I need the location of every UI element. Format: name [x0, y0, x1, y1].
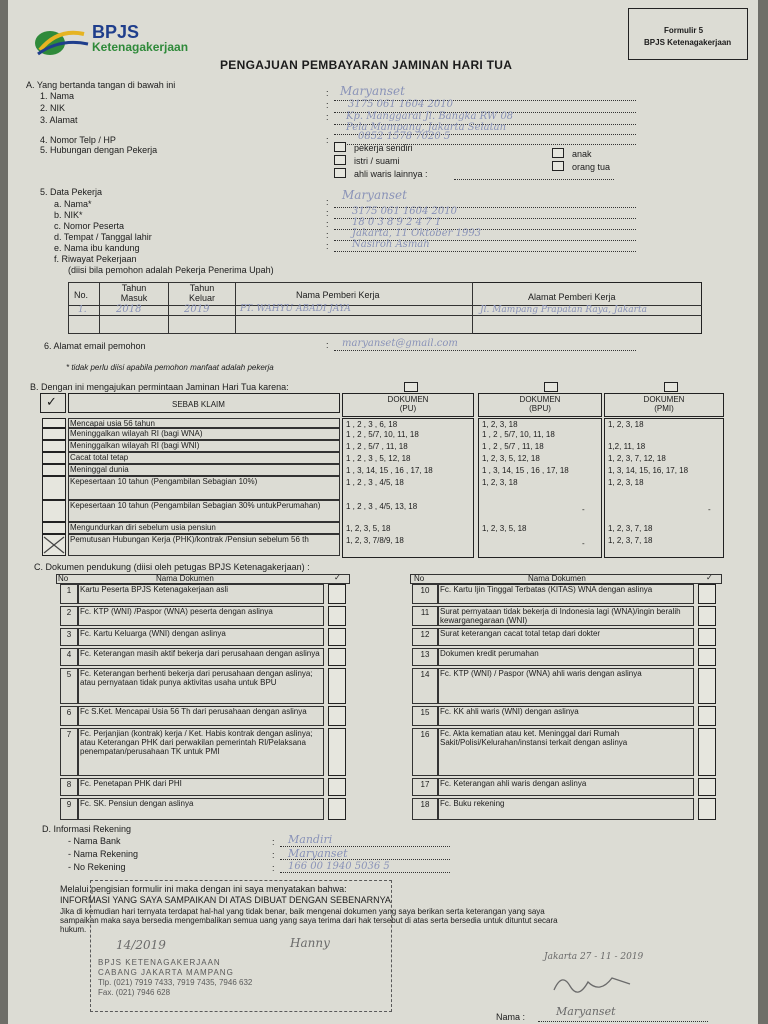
declaration-line-3: Jika di kemudian hari ternyata terdapat hal-hal yang tidak benar, baik mengenai dokumen yang saya berikan serta keterangan yang saya [60, 907, 545, 916]
doc-bpu-value: 1, 2, 3, 18 [482, 420, 518, 429]
data-pekerja-label: 5. Data Pekerja [40, 187, 103, 197]
doc-name: Fc. KTP (WNI) /Paspor (WNA) peserta dengan aslinya [80, 607, 273, 616]
colon: : [326, 230, 329, 240]
riwayat-row-no[interactable]: 1. [78, 305, 87, 315]
doc-pu-value: 1 , 2 , 5/7 , 11, 18 [346, 442, 408, 451]
no-rekening-label: - No Rekening [68, 862, 126, 872]
doc-pmi-value: 1, 2, 3, 18 [608, 478, 644, 487]
colon: : [326, 340, 329, 350]
sebab-klaim-text: Meninggal dunia [70, 465, 129, 474]
doc-name: Fc. KTP (WNI) / Paspor (WNA) ahli waris dengan aslinya [440, 669, 642, 678]
doc-bpu-value: 1, 2, 3, 5, 12, 18 [482, 454, 540, 463]
email-label: 6. Alamat email pemohon [44, 341, 146, 351]
doc-name: Surat keterangan cacat total tetap dari dokter [440, 629, 601, 638]
form-title: PENGAJUAN PEMBAYARAN JAMINAN HARI TUA [220, 58, 513, 72]
ibu-value[interactable]: Nasiroh Asmah [352, 239, 430, 250]
sebab-klaim-checkbox[interactable] [42, 500, 66, 522]
doc-name: Fc. Kartu Ijin Tinggal Terbatas (KITAS) WNA dengan aslinya [440, 585, 653, 594]
sebab-klaim-text: Mengundurkan diri sebelum usia pensiun [70, 523, 216, 532]
sebab-klaim-text: Meninggalkan wilayah RI (bagi WNA) [70, 429, 203, 438]
hubungan-label: 5. Hubungan dengan Pekerja [40, 145, 158, 155]
anak-checkbox[interactable] [552, 148, 564, 158]
sebab-klaim-checkbox[interactable] [42, 418, 66, 428]
doc-name: Fc. SK. Pensiun dengan aslinya [80, 799, 194, 808]
doc-pmi-value: 1, 2, 3, 7, 18 [608, 536, 653, 545]
pmi-checkbox[interactable] [664, 382, 678, 392]
doc-name: Fc. Perjanjian (kontrak) kerja / Ket. Habis kontrak dengan aslinya; atau Keterangan PHK dari perwakilan pemerintah RI/Pelaksana penempatan/perusahaan TK untuk PMI [80, 729, 313, 756]
doc-name: Kartu Peserta BPJS Ketenagakerjaan asli [80, 585, 229, 594]
doc-check-box[interactable] [328, 728, 346, 776]
stamp-date: 14/2019 [116, 938, 166, 952]
nik-value[interactable]: 3175 061 1604 2010 [348, 99, 453, 110]
declaration-line-2: INFORMASI YANG SAYA SAMPAIKAN DI ATAS DIBUAT DENGAN SEBENARNYA [60, 895, 391, 905]
bank-value[interactable]: Mandiri [288, 833, 333, 846]
doc-pmi-value: 1, 3, 14, 15, 16, 17, 18 [608, 466, 689, 475]
email-line [334, 350, 636, 351]
nik2-label: b. NIK* [54, 210, 83, 220]
doc-check-box[interactable] [698, 668, 716, 704]
doc-bpu-value: 1, 2, 3, 18 [482, 478, 518, 487]
doc-number: 9 [66, 800, 72, 809]
bank-label-text: Nama Bank [73, 836, 121, 846]
pmi-header-text: DOKUMEN (PMI) [643, 395, 685, 413]
riwayat-alamat-header: Alamat Pemberi Kerja [528, 292, 616, 302]
rekening-value[interactable]: Maryanset [288, 847, 348, 860]
doc-check-box[interactable] [328, 668, 346, 704]
peserta-value[interactable]: 18 0 3 8 9 2 4 7 1 [352, 217, 442, 228]
signature-icon [548, 968, 638, 998]
doc-check-box[interactable] [698, 606, 716, 626]
section-c-heading: C. Dokumen pendukung (diisi oleh petugas BPJS Ketenagakerjaan) : [34, 562, 310, 572]
doc-pmi-value: 1, 2, 3, 7, 12, 18 [608, 454, 666, 463]
doc-number: 4 [66, 650, 72, 659]
nama-signer-value[interactable]: Maryanset [556, 1005, 616, 1018]
doc-check-box[interactable] [698, 628, 716, 646]
sebab-klaim-checkbox[interactable] [42, 428, 66, 440]
bank-label: - Nama Bank [68, 836, 121, 846]
doc-right-no-header: No [414, 574, 425, 583]
nama-value[interactable]: Maryanset [340, 84, 405, 98]
ttl-label: d. Tempat / Tanggal lahir [54, 232, 152, 242]
istri-label: istri / suami [354, 156, 400, 166]
doc-number: 18 [420, 800, 430, 809]
nama-signer-label: Nama : [496, 1012, 526, 1022]
anak-label: anak [572, 149, 592, 159]
sebab-klaim-text: Cacat total tetap [70, 453, 129, 462]
nama-label: 1. Nama [40, 91, 75, 101]
doc-number: 10 [420, 586, 430, 595]
doc-check-box[interactable] [328, 606, 346, 626]
doc-number: 6 [66, 708, 72, 717]
doc-pu-value: 1 , 3, 14, 15 , 16 , 17, 18 [346, 466, 433, 475]
doc-check-box[interactable] [328, 648, 346, 666]
doc-bpu-value: 1 , 3, 14, 15 , 16 , 17, 18 [482, 466, 569, 475]
sebab-klaim-text: Kepesertaan 10 tahun (Pengambilan Sebagian 10%) [70, 477, 258, 486]
colon: : [326, 208, 329, 218]
doc-check-box[interactable] [698, 778, 716, 796]
doc-pmi-value: - [708, 505, 711, 514]
sebab-klaim-title: SEBAB KLAIM [172, 400, 225, 409]
doc-number: 14 [420, 670, 430, 679]
doc-name: Fc S.Ket. Mencapai Usia 56 Th dari perusahaan dengan aslinya [80, 707, 307, 716]
doc-check-box[interactable] [328, 628, 346, 646]
colon: : [326, 241, 329, 251]
doc-number: 12 [420, 630, 430, 639]
doc-pu-value: 1 , 2 , 3 , 4/5, 18 [346, 478, 404, 487]
section-d-heading: D. Informasi Rekening [42, 824, 132, 834]
colon: : [326, 112, 329, 122]
ahli-waris-checkbox[interactable] [334, 168, 346, 178]
bpu-column [478, 418, 602, 558]
place-date[interactable]: Jakarta 27 - 11 - 2019 [544, 952, 644, 962]
riwayat-masuk-text: Tahun Masuk [120, 283, 148, 303]
doc-check-box[interactable] [698, 584, 716, 604]
nik2-value[interactable]: 3175 061 1604 2010 [352, 206, 457, 217]
doc-check-box[interactable] [328, 778, 346, 796]
doc-pu-value: 1 , 2 , 3 , 6, 18 [346, 420, 398, 429]
nama2-value[interactable]: Maryanset [342, 188, 407, 202]
ibu-line [334, 251, 636, 252]
pekerja-sendiri-label: pekerja sendiri [354, 143, 413, 153]
ahli-waris-line [454, 179, 614, 180]
doc-pu-value: 1, 2, 3, 5, 18 [346, 524, 391, 533]
sebab-klaim-text: Meninggalkan wilayah RI (bagi WNI) [70, 441, 200, 450]
sebab-klaim-text: Kepesertaan 10 tahun (Pengambilan Sebagian 30% untukPerumahan) [70, 501, 321, 510]
doc-pu-value: 1 , 2 , 5/7, 10, 11, 18 [346, 430, 419, 439]
alamat-value[interactable]: Kp. Manggarai Jl. Bangka RW 08 [346, 111, 514, 122]
doc-name: Fc. KK ahli waris (WNI) dengan aslinya [440, 707, 579, 716]
riwayat-label: f. Riwayat Pekerjaan [54, 254, 137, 264]
riwayat-row-keluar[interactable]: 2019 [184, 304, 210, 315]
doc-number: 13 [420, 650, 430, 659]
peserta-label: c. Nomor Peserta [54, 221, 125, 231]
rekening-label: - Nama Rekening [68, 849, 139, 859]
doc-check-box[interactable] [328, 798, 346, 820]
no-rekening-value[interactable]: 166 00 1940 5036 5 [288, 861, 390, 872]
doc-number: 8 [66, 780, 72, 789]
doc-bpu-value: 1 , 2 , 5/7 , 11, 18 [482, 442, 544, 451]
doc-name: Fc. Keterangan masih aktif bekerja dari perusahaan dengan aslinya [80, 649, 320, 658]
riwayat-no-header: No. [74, 290, 89, 300]
telp-value[interactable]: 0852 1578 7020 5 [358, 131, 451, 142]
ttl-value[interactable]: Jakarta, 11 Oktober 1993 [352, 228, 482, 239]
orang-tua-label: orang tua [572, 162, 611, 172]
doc-left-check-header: ✓ [334, 573, 341, 582]
doc-pmi-value: 1, 2, 3, 18 [608, 420, 644, 429]
doc-name: Fc. Kartu Keluarga (WNI) dengan aslinya [80, 629, 226, 638]
colon: : [272, 837, 275, 847]
email-value[interactable]: maryanset@gmail.com [342, 338, 458, 349]
doc-bpu-value: 1, 2, 3, 5, 18 [482, 524, 527, 533]
pekerja-note: * tidak perlu diisi apabila pemohon manfaat adalah pekerja [66, 363, 274, 372]
riwayat-keluar-header [176, 283, 228, 303]
stamp-name: BPJS KETENAGAKERJAAN [98, 958, 221, 967]
brand-sub: Ketenagakerjaan [92, 40, 189, 54]
stamp-branch: CABANG JAKARTA MAMPANG [98, 968, 234, 977]
doc-left-name-header: Nama Dokumen [156, 574, 214, 583]
doc-number: 16 [420, 730, 430, 739]
section-a-heading: A. Yang bertanda tangan di bawah ini [26, 80, 176, 90]
check-icon: ✓ [46, 394, 57, 409]
pekerja-sendiri-checkbox[interactable] [334, 142, 346, 152]
doc-name: Surat pernyataan tidak bekerja di Indonesia lagi (WNA)/ingin beralih kewarganegaraan (WNI) [440, 607, 681, 625]
doc-number: 15 [420, 708, 430, 717]
doc-number: 5 [66, 670, 72, 679]
formulir-sub: BPJS Ketenagakerjaan [644, 38, 732, 47]
colon: : [326, 100, 329, 110]
sebab-klaim-checkbox[interactable] [42, 464, 66, 476]
bpu-header-text: DOKUMEN (BPU) [519, 395, 561, 413]
form-sheet [8, 0, 758, 1024]
doc-name: Fc. Akta kematian atau ket. Meninggal dari Rumah Sakit/Polisi/Kelurahan/instansi terkait dengan aslinya [440, 729, 628, 747]
doc-name: Dokumen kredit perumahan [440, 649, 539, 658]
doc-right-check-header: ✓ [706, 573, 713, 582]
sebab-klaim-text: Mencapai usia 56 tahun [70, 419, 155, 428]
doc-number: 2 [66, 608, 72, 617]
doc-number: 1 [66, 586, 72, 595]
doc-pu-value: 1 , 2 , 3 , 5, 12, 18 [346, 454, 411, 463]
checked-x-icon [42, 535, 66, 555]
doc-number: 7 [66, 730, 72, 739]
bpjs-logo [32, 24, 92, 58]
colon: : [272, 863, 275, 873]
riwayat-keluar-text: Tahun Keluar [188, 283, 215, 303]
nama-signer-line [538, 1021, 708, 1022]
doc-check-box[interactable] [698, 798, 716, 820]
pu-header-text: DOKUMEN (PU) [387, 395, 429, 413]
istri-checkbox[interactable] [334, 155, 346, 165]
doc-left-no-header: No [58, 574, 69, 583]
doc-name: Fc. Buku rekening [440, 799, 505, 808]
declaration-line-5: hukum. [60, 925, 87, 934]
colon: : [272, 850, 275, 860]
alamat-value-2[interactable]: Pela Mampang, Jakarta Selatan [346, 122, 507, 133]
doc-number: 11 [420, 608, 430, 617]
brand-name: BPJS [92, 22, 140, 42]
alamat-label: 3. Alamat [40, 115, 78, 125]
colon: : [326, 197, 329, 207]
doc-check-box[interactable] [698, 648, 716, 666]
nik-label: 2. NIK [40, 103, 66, 113]
doc-check-box[interactable] [698, 706, 716, 726]
doc-number: 3 [66, 630, 72, 639]
riwayat-row-masuk[interactable]: 2018 [116, 304, 142, 315]
no-rekening-label-text: No Rekening [73, 862, 126, 872]
ahli-waris-label: ahli waris lainnya : [354, 169, 428, 179]
riwayat-row-alamat[interactable]: Jl. Mampang Prapatan Raya, Jakarta [480, 305, 647, 315]
riwayat-note: (diisi bila pemohon adalah Pekerja Penerima Upah) [68, 265, 274, 275]
pu-checkbox[interactable] [404, 382, 418, 392]
doc-name: Fc. Penetapan PHK dari PHI [80, 779, 182, 788]
doc-pmi-value: 1,2, 11, 18 [608, 442, 646, 451]
doc-check-box[interactable] [698, 728, 716, 776]
doc-bpu-value: - [582, 505, 585, 514]
sebab-klaim-checkbox[interactable] [42, 522, 66, 534]
doc-name: Fc. Keterangan ahli waris dengan aslinya [440, 779, 587, 788]
riwayat-row-pemberi[interactable]: PT. WAHYU ABADI JAYA [240, 304, 351, 314]
doc-right-name-header: Nama Dokumen [528, 574, 586, 583]
formulir-number: Formulir 5 [664, 26, 704, 35]
riwayat-pemberi-header: Nama Pemberi Kerja [296, 290, 380, 300]
ibu-label: e. Nama ibu kandung [54, 243, 140, 253]
doc-pmi-value: 1, 2, 3, 7, 18 [608, 524, 653, 533]
declaration-line-1: Melalui pengisian formulir ini maka dengan ini saya menyatakan bahwa: [60, 884, 347, 894]
stamp-fax: Fax. (021) 7946 628 [98, 988, 171, 997]
sebab-klaim-checkbox[interactable] [42, 452, 66, 464]
sebab-klaim-checkbox[interactable] [42, 476, 66, 500]
colon: : [326, 88, 329, 98]
rekening-label-text: Nama Rekening [73, 849, 139, 859]
doc-check-box[interactable] [328, 706, 346, 726]
telp-label: 4. Nomor Telp / HP [40, 135, 116, 145]
declaration-line-4: sampaikan maka saya bersedia mengembalikan semua uang yang saya terima dari hak tersebut di atas serta bersedia untuk dituntut secara [60, 916, 558, 925]
orang-tua-checkbox[interactable] [552, 161, 564, 171]
stamp-tlp: Tlp. (021) 7919 7433, 7919 7435, 7946 632 [98, 978, 253, 987]
sebab-klaim-checkbox[interactable] [42, 440, 66, 452]
bpu-checkbox[interactable] [544, 382, 558, 392]
stamp-signature: Hanny [290, 936, 330, 950]
no-rekening-line [280, 872, 450, 873]
doc-pu-value: 1 , 2 , 3 , 4/5, 13, 18 [346, 502, 418, 511]
sebab-klaim-text: Pemutusan Hubungan Kerja (PHK)/kontrak /Pensiun sebelum 56 th [70, 535, 309, 544]
doc-pu-value: 1, 2, 3, 7/8/9, 18 [346, 536, 404, 545]
colon: : [326, 135, 329, 145]
nama2-label: a. Nama* [54, 199, 92, 209]
section-b-heading: B. Dengan ini mengajukan permintaan Jaminan Hari Tua karena: [30, 382, 289, 392]
riwayat-masuk-header [108, 283, 160, 303]
colon: : [326, 219, 329, 229]
doc-name: Fc. Keterangan berhenti bekerja dari perusahaan dengan aslinya; atau pernyataan tidak punya aktivitas usaha untuk BPU [80, 669, 313, 687]
doc-check-box[interactable] [328, 584, 346, 604]
doc-bpu-value: 1 , 2 , 5/7, 10, 11, 18 [482, 430, 555, 439]
doc-bpu-value: - [582, 539, 585, 548]
doc-number: 17 [420, 780, 430, 789]
